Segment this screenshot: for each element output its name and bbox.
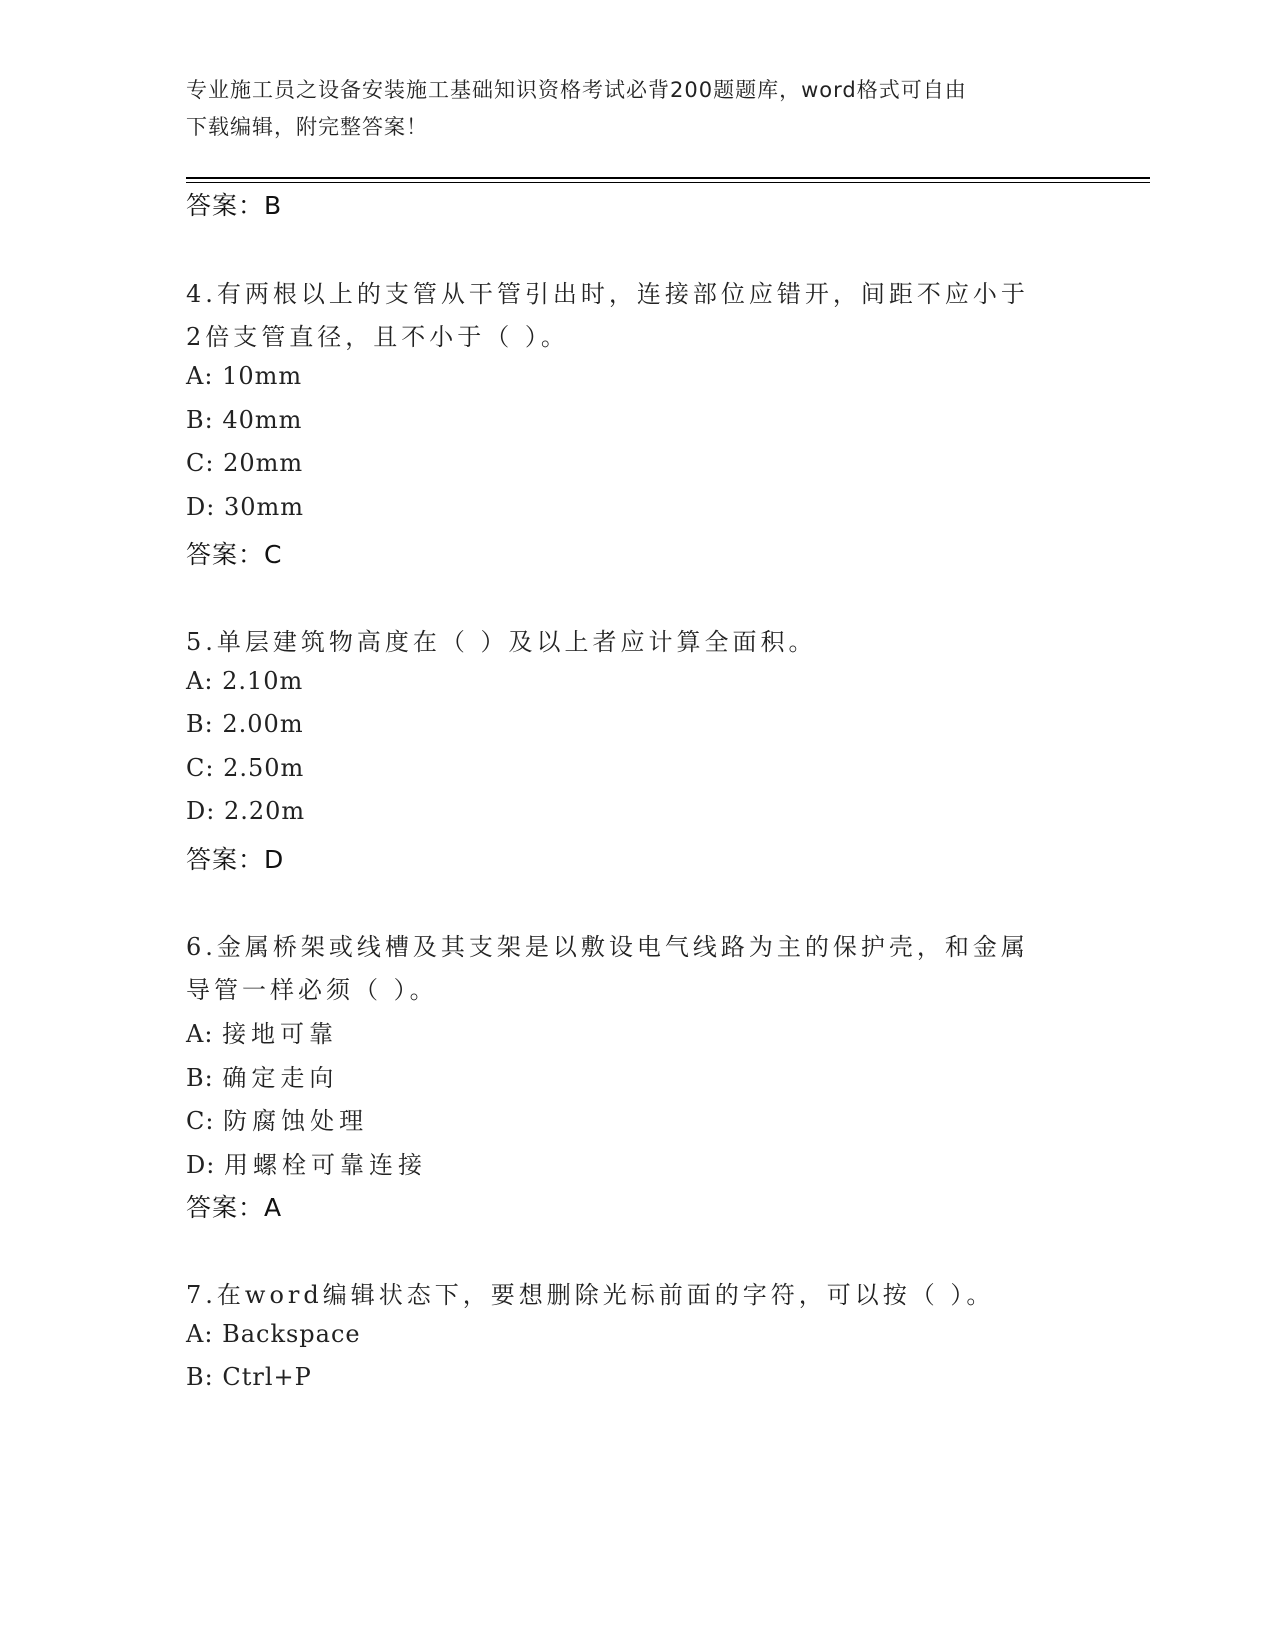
q6-stem-line-1: 6.金属桥架或线槽及其支架是以敷设电气线路为主的保护壳，和金属 — [186, 933, 1029, 961]
header-rule-thin — [186, 182, 1150, 183]
header-title-line-1: 专业施工员之设备安装施工基础知识资格考试必背200题题库，word格式可自由 — [186, 78, 967, 102]
option-text: 防腐蚀处理 — [223, 1107, 369, 1135]
q4-stem-line-2: 2倍支管直径，且不小于（ ）。 — [186, 323, 569, 351]
option-label: C: — [186, 1107, 215, 1135]
prev-answer: 答案：B — [186, 191, 283, 220]
option-text: 2.00m — [222, 710, 304, 738]
option-text: 2.50m — [223, 754, 305, 782]
q5-answer: 答案：D — [186, 845, 285, 874]
q4-stem-line-1: 4.有两根以上的支管从干管引出时，连接部位应错开，间距不应小于 — [186, 280, 1029, 308]
q7-option-b — [186, 1363, 312, 1391]
q5-option-a — [186, 667, 303, 695]
option-text: 确定走向 — [222, 1064, 339, 1092]
document-header — [186, 72, 1066, 146]
option-label: A: — [186, 1320, 214, 1348]
option-label: B: — [186, 406, 214, 434]
option-text: 接地可靠 — [222, 1020, 339, 1048]
option-text: 10mm — [222, 362, 303, 390]
q5-option-b — [186, 710, 304, 738]
q6-stem-line-2: 导管一样必须（ ）。 — [186, 976, 438, 1004]
option-label: C: — [186, 449, 215, 477]
q6-answer: 答案：A — [186, 1193, 283, 1222]
q6-option-c — [186, 1101, 368, 1136]
q6-option-b — [186, 1058, 338, 1093]
option-text: 2.10m — [222, 667, 304, 695]
q6-option-d — [186, 1145, 427, 1180]
option-label: A: — [186, 1020, 214, 1048]
q4-option-c — [186, 449, 303, 477]
option-text: Ctrl+P — [222, 1363, 312, 1391]
option-label: D: — [186, 1151, 216, 1179]
option-label: B: — [186, 710, 214, 738]
q7-stem-line-1: 7.在word编辑状态下，要想删除光标前面的字符，可以按（ ）。 — [186, 1281, 995, 1309]
option-label: B: — [186, 1064, 214, 1092]
q4-option-b — [186, 406, 302, 434]
option-label: D: — [186, 797, 216, 825]
header-title-line-2: 下载编辑，附完整答案！ — [186, 115, 428, 139]
q4-option-a — [186, 362, 302, 390]
q4-option-d — [186, 493, 304, 521]
q5-option-c — [186, 754, 304, 782]
option-text: 20mm — [223, 449, 304, 477]
q7-option-a — [186, 1320, 361, 1348]
option-label: A: — [186, 667, 214, 695]
option-text: 30mm — [223, 493, 305, 521]
option-text: 用螺栓可靠连接 — [223, 1151, 427, 1179]
q5-stem-line-1: 5.单层建筑物高度在（ ）及以上者应计算全面积。 — [186, 628, 817, 656]
option-label: D: — [186, 493, 216, 521]
option-text: Backspace — [222, 1320, 361, 1348]
header-rule-thick — [186, 177, 1150, 179]
option-text: 2.20m — [223, 797, 306, 825]
option-label: C: — [186, 754, 215, 782]
q6-option-a — [186, 1014, 338, 1049]
option-label: B: — [186, 1363, 214, 1391]
option-text: 40mm — [222, 406, 303, 434]
q5-option-d — [186, 797, 305, 825]
option-label: A: — [186, 362, 214, 390]
q4-answer: 答案：C — [186, 540, 283, 569]
